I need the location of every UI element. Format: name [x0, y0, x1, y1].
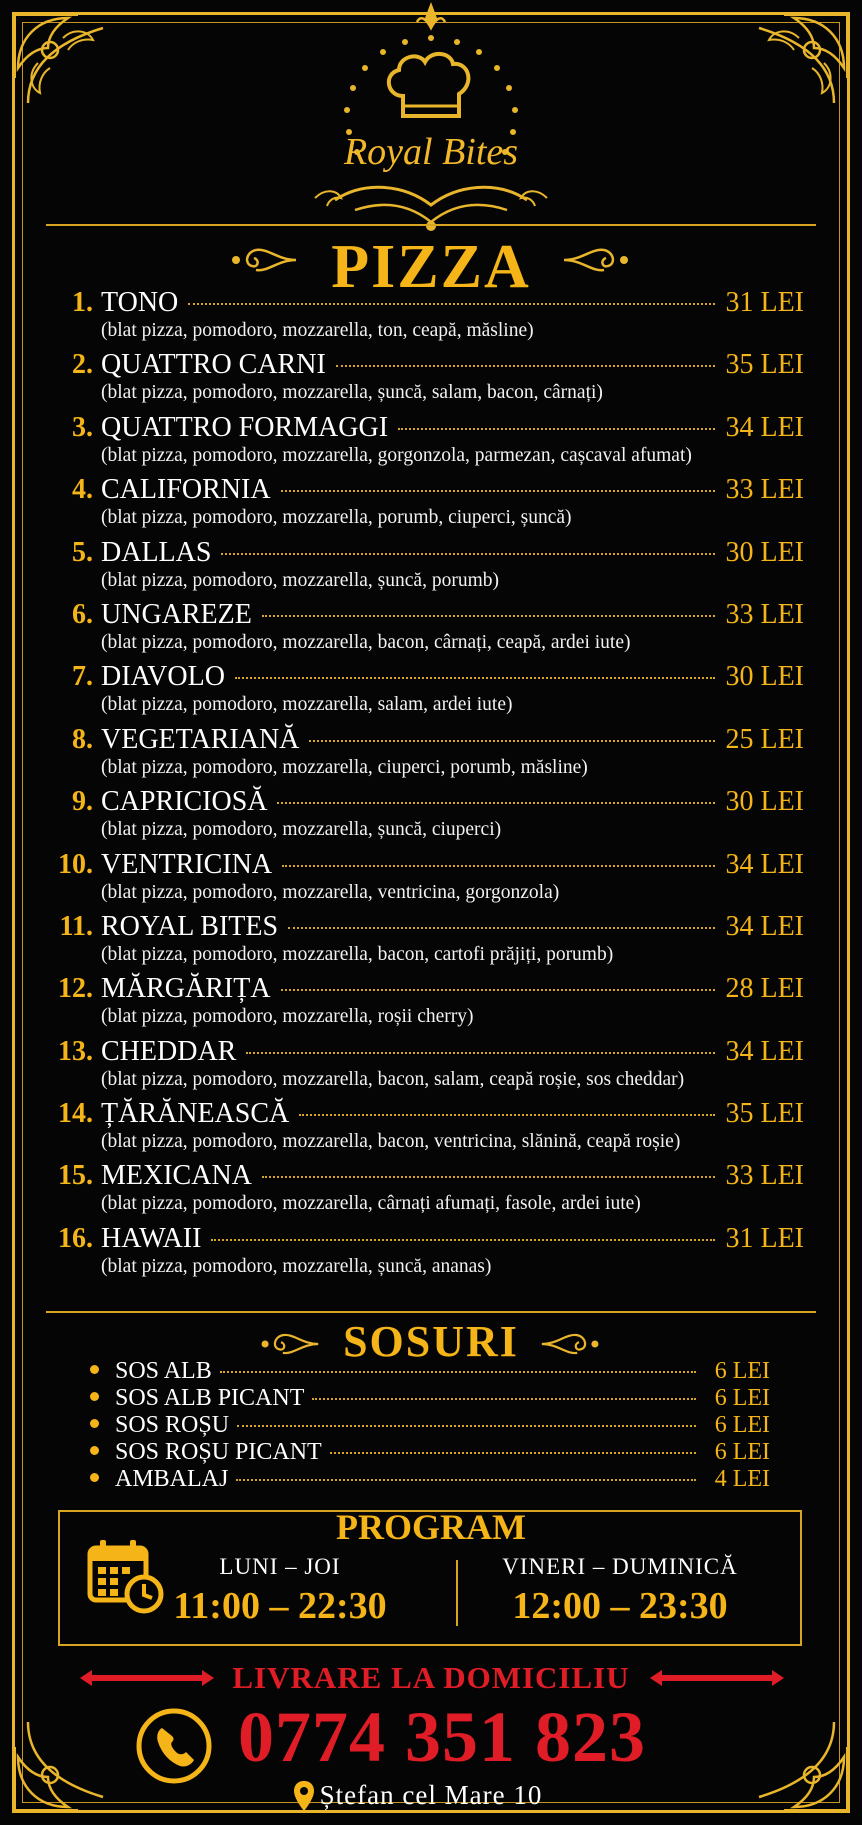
pizza-item-price: 34 LEI	[725, 910, 804, 942]
dot-leader	[281, 989, 716, 991]
dot-leader	[277, 802, 715, 804]
dot-leader	[282, 865, 715, 867]
pizza-item-row	[48, 287, 804, 320]
pizza-item	[48, 1223, 804, 1285]
bullet-icon	[90, 1419, 99, 1428]
flourish-right-icon	[562, 240, 632, 280]
pizza-item-row	[48, 724, 804, 757]
pizza-item-description: (blat pizza, pomodoro, mozzarella, ventricina, gorgonzola)	[101, 881, 560, 903]
pizza-item	[48, 412, 804, 474]
sauce-item	[90, 1466, 770, 1493]
pizza-item-number: 6.	[72, 598, 93, 630]
dot-leader	[398, 428, 715, 430]
pizza-item-price: 30 LEI	[725, 786, 804, 818]
pizza-item-number: 9.	[72, 786, 93, 818]
pizza-item-number: 1.	[72, 287, 93, 318]
pizza-item	[48, 537, 804, 599]
pizza-item-number: 7.	[72, 661, 93, 693]
pizza-item-description: (blat pizza, pomodoro, mozzarella, bacon, salam, ceapă roșie, sos cheddar)	[101, 1068, 685, 1090]
pizza-item-row	[48, 911, 804, 944]
pizza-item-price: 30 LEI	[725, 661, 804, 693]
pizza-item-description: (blat pizza, pomodoro, mozzarella, ton, ceapă, măsline)	[101, 320, 534, 341]
sauce-item-name: SOS ROȘU	[115, 1412, 230, 1438]
dot-leader	[236, 1479, 696, 1481]
pizza-item-description: (blat pizza, pomodoro, mozzarella, bacon, cartofi prăjiți, porumb)	[101, 943, 614, 965]
sauce-item-name: SOS ALB PICANT	[115, 1385, 305, 1411]
sauce-item-name: SOS ROȘU PICANT	[115, 1439, 322, 1465]
dot-leader	[288, 927, 715, 929]
pizza-item-price: 33 LEI	[725, 474, 804, 506]
pizza-item-name: MĂRGĂRIȚA	[101, 973, 271, 1005]
bullet-icon	[90, 1365, 99, 1374]
pizza-item-name: HAWAII	[101, 1222, 202, 1254]
pizza-item-price: 30 LEI	[725, 536, 804, 568]
pizza-item	[48, 1098, 804, 1160]
pizza-title: PIZZA	[331, 233, 531, 301]
program-weekend-hours: 12:00 – 23:30	[512, 1585, 728, 1627]
dot-leader	[220, 1371, 696, 1373]
pizza-item-price: 35 LEI	[725, 1098, 804, 1130]
pizza-item-row	[48, 973, 804, 1006]
pizza-item-number: 13.	[58, 1035, 93, 1067]
pizza-item-number: 14.	[58, 1098, 93, 1130]
pizza-item-number: 8.	[72, 723, 93, 755]
pizza-item-row	[48, 537, 804, 570]
pizza-item-name: QUATTRO FORMAGGI	[101, 411, 389, 443]
pizza-item-row	[48, 1098, 804, 1131]
dot-leader	[312, 1398, 696, 1400]
pizza-item-name: VENTRICINA	[101, 848, 273, 880]
dot-leader	[246, 1052, 715, 1054]
pizza-item-price: 35 LEI	[725, 349, 804, 381]
phone-number[interactable]: 0774 351 823	[238, 1697, 646, 1777]
pizza-item-description: (blat pizza, pomodoro, mozzarella, cârnați afumați, fasole, ardei iute)	[101, 1193, 641, 1215]
program-title: PROGRAM	[336, 1507, 526, 1547]
dot-leader	[309, 740, 715, 742]
sauce-item-name: AMBALAJ	[115, 1466, 229, 1492]
pizza-item-row	[48, 1036, 804, 1069]
pizza-item-row	[48, 1160, 804, 1193]
sauce-item-price: 6 LEI	[714, 1385, 770, 1411]
pizza-item-name: UNGAREZE	[101, 598, 252, 630]
pizza-item	[48, 661, 804, 723]
pizza-item-description: (blat pizza, pomodoro, mozzarella, roșii cherry)	[101, 1006, 474, 1028]
dot-leader	[262, 615, 716, 617]
pizza-item-number: 2.	[72, 349, 93, 381]
pizza-item-price: 34 LEI	[725, 411, 804, 443]
pizza-item-number: 10.	[58, 848, 93, 880]
divider	[46, 1311, 816, 1313]
flourish-right-icon	[540, 1326, 602, 1362]
arrow-left-right-icon	[648, 1668, 786, 1688]
sauce-item	[90, 1358, 770, 1385]
pizza-list	[48, 287, 804, 1285]
address: Ștefan cel Mare 10	[319, 1780, 543, 1810]
pizza-item-name: DIAVOLO	[101, 661, 225, 693]
pizza-item-name: QUATTRO CARNI	[101, 349, 326, 381]
pizza-item-number: 4.	[72, 474, 93, 506]
pizza-item-number: 11.	[59, 910, 93, 942]
sauce-item	[90, 1439, 770, 1466]
logo	[0, 0, 862, 240]
program-weekdays	[130, 1554, 430, 1628]
brand-name: Royal Bites	[343, 131, 519, 173]
phone-icon[interactable]	[134, 1706, 214, 1786]
sauce-item-price: 6 LEI	[714, 1358, 770, 1384]
bullet-icon	[90, 1473, 99, 1482]
pizza-item-name: CHEDDAR	[101, 1035, 237, 1067]
sosuri-title: SOSURI	[343, 1317, 519, 1366]
pizza-item-description: (blat pizza, pomodoro, mozzarella, ciuperci, porumb, măsline)	[101, 756, 588, 778]
dot-leader	[235, 677, 716, 679]
pizza-item	[48, 1160, 804, 1222]
program-divider	[456, 1560, 458, 1626]
sauce-item-price: 6 LEI	[714, 1412, 770, 1438]
pizza-item-price: 25 LEI	[725, 723, 804, 755]
sauce-item-name: SOS ALB	[115, 1358, 212, 1384]
pizza-item	[48, 349, 804, 411]
pizza-item-number: 3.	[72, 411, 93, 443]
program-weekdays-hours: 11:00 – 22:30	[173, 1585, 387, 1627]
pizza-item	[48, 911, 804, 973]
pizza-item-name: MEXICANA	[101, 1160, 252, 1192]
pizza-item-name: CALIFORNIA	[101, 474, 271, 506]
pizza-item-row	[48, 599, 804, 632]
dot-leader	[299, 1114, 715, 1116]
pizza-item-row	[48, 349, 804, 382]
pizza-item-name: VEGETARIANĂ	[101, 723, 300, 755]
pizza-item-row	[48, 1223, 804, 1256]
dot-leader	[221, 553, 715, 555]
program-weekend-label: VINERI – DUMINICĂ	[502, 1554, 738, 1579]
pizza-item-description: (blat pizza, pomodoro, mozzarella, șuncă, salam, bacon, cârnați)	[101, 382, 603, 404]
dot-leader	[188, 303, 715, 305]
pizza-item	[48, 973, 804, 1035]
pizza-item-description: (blat pizza, pomodoro, mozzarella, porumb, ciuperci, șuncă)	[101, 507, 572, 529]
sauce-list	[90, 1358, 770, 1493]
pizza-item	[48, 849, 804, 911]
dot-leader	[281, 490, 716, 492]
pizza-item-name: CAPRICIOSĂ	[101, 786, 268, 818]
pizza-item-row	[48, 661, 804, 694]
pizza-item-price: 33 LEI	[725, 598, 804, 630]
pizza-item-description: (blat pizza, pomodoro, mozzarella, șuncă, ciuperci)	[101, 819, 502, 841]
pizza-item-name: TONO	[101, 287, 179, 318]
bullet-icon	[90, 1446, 99, 1455]
pizza-item-price: 31 LEI	[725, 1222, 804, 1254]
pizza-item-row	[48, 849, 804, 882]
pizza-item-row	[48, 474, 804, 507]
pizza-item-description: (blat pizza, pomodoro, mozzarella, bacon, ventricina, slănină, ceapă roșie)	[101, 1131, 681, 1153]
pizza-item-price: 34 LEI	[725, 848, 804, 880]
bullet-icon	[90, 1392, 99, 1401]
pizza-item	[48, 599, 804, 661]
pizza-item	[48, 287, 804, 349]
pizza-item-name: ROYAL BITES	[101, 910, 279, 942]
pizza-item	[48, 786, 804, 848]
pizza-item-name: DALLAS	[101, 536, 212, 568]
program-weekdays-label: LUNI – JOI	[219, 1554, 341, 1579]
pizza-item-row	[48, 786, 804, 819]
pizza-item-name: ȚĂRĂNEASCĂ	[101, 1098, 290, 1130]
pizza-item	[48, 474, 804, 536]
pizza-item-number: 12.	[58, 973, 93, 1005]
pizza-item-price: 34 LEI	[725, 1035, 804, 1067]
pizza-item-number: 5.	[72, 536, 93, 568]
pizza-item-price: 31 LEI	[725, 287, 804, 318]
sauce-item-price: 6 LEI	[714, 1439, 770, 1465]
divider	[46, 224, 816, 226]
program-weekend	[470, 1554, 770, 1628]
sauce-item	[90, 1385, 770, 1412]
sauce-item	[90, 1412, 770, 1439]
sauce-item-price: 4 LEI	[714, 1466, 770, 1492]
pizza-item-description: (blat pizza, pomodoro, mozzarella, gorgonzola, parmezan, cașcaval afumat)	[101, 444, 692, 466]
pizza-item-price: 28 LEI	[725, 973, 804, 1005]
dot-leader	[330, 1452, 696, 1454]
dot-leader	[262, 1176, 716, 1178]
pizza-item-description: (blat pizza, pomodoro, mozzarella, șuncă, ananas)	[101, 1255, 492, 1277]
delivery-label: LIVRARE LA DOMICILIU	[232, 1660, 630, 1695]
pizza-item-description: (blat pizza, pomodoro, mozzarella, bacon, cârnați, ceapă, ardei iute)	[101, 631, 631, 653]
pizza-item-row	[48, 412, 804, 445]
dot-leader	[211, 1239, 715, 1241]
pizza-item-price: 33 LEI	[725, 1160, 804, 1192]
chef-hat-logo-icon	[295, 0, 567, 235]
pizza-item	[48, 724, 804, 786]
dot-leader	[237, 1425, 696, 1427]
pizza-item-description: (blat pizza, pomodoro, mozzarella, salam, ardei iute)	[101, 694, 513, 716]
pizza-item	[48, 1036, 804, 1098]
dot-leader	[336, 365, 716, 367]
pizza-item-description: (blat pizza, pomodoro, mozzarella, șuncă, porumb)	[101, 569, 499, 591]
pizza-item-number: 15.	[58, 1160, 93, 1192]
pizza-item-number: 16.	[58, 1222, 93, 1254]
